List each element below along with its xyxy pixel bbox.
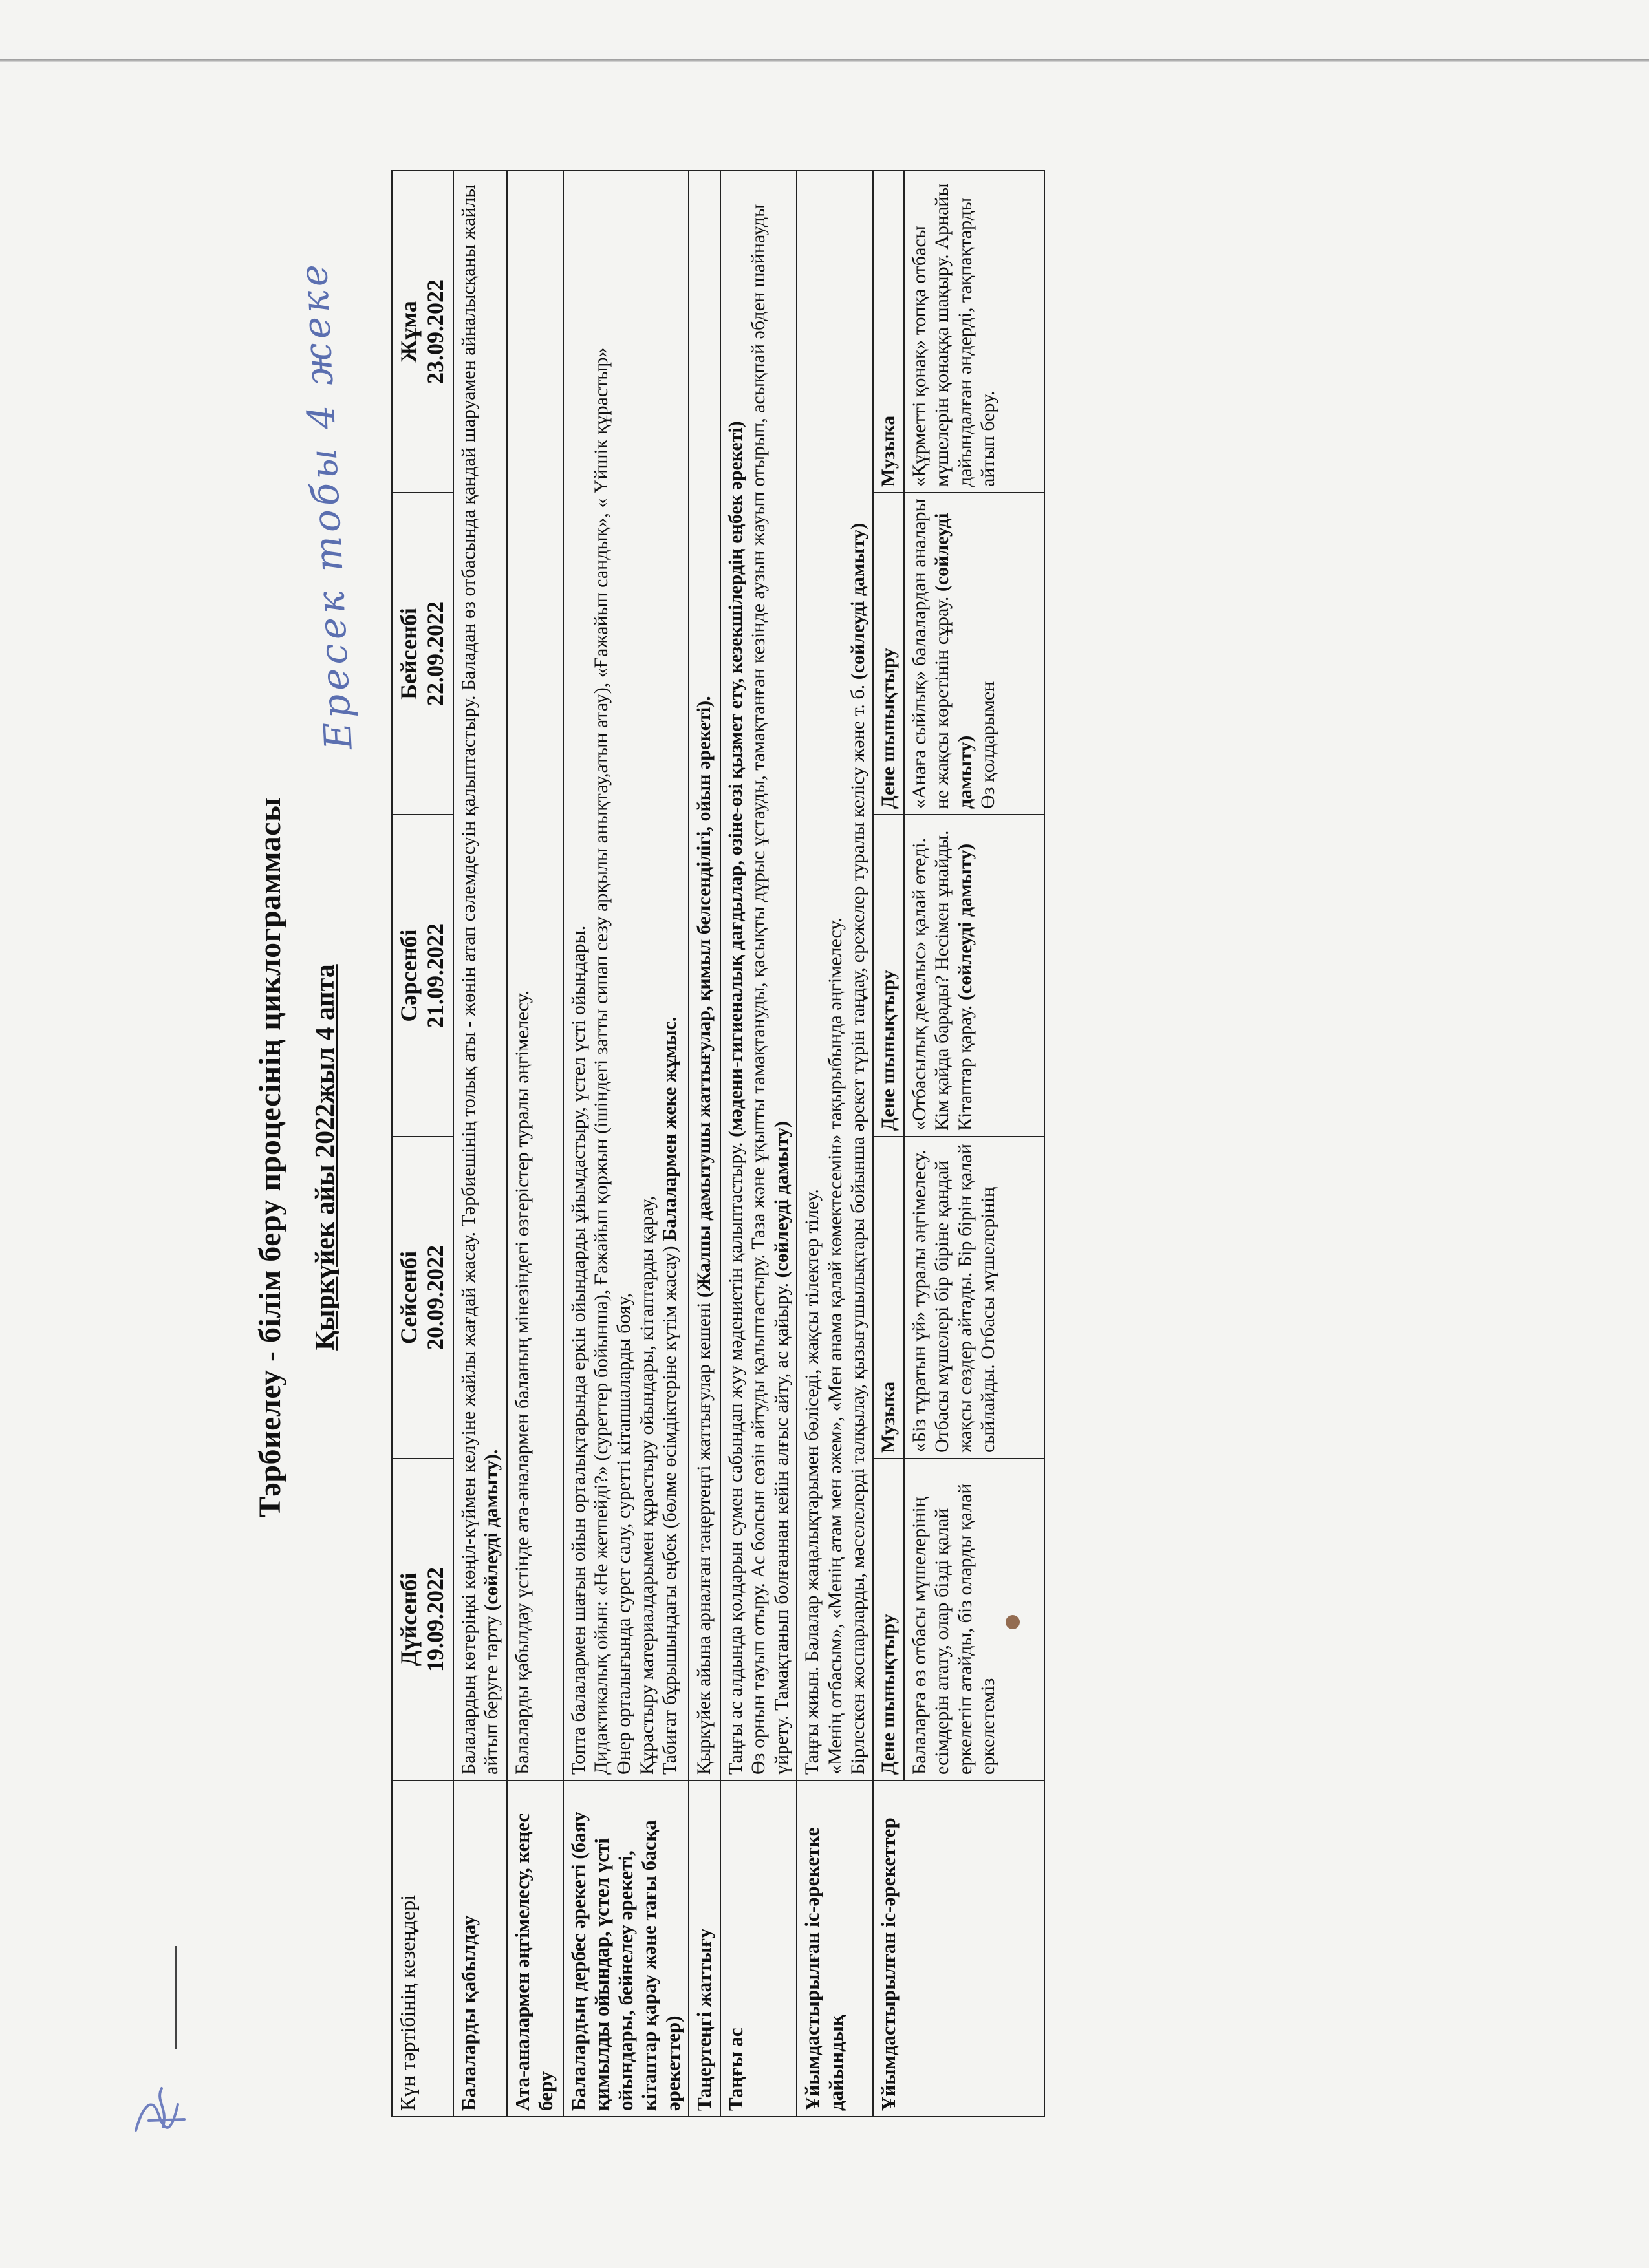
preparation-line: Таңғы жиын. Балалар жаңалықтарымен бөліседі, жақсы тілектер тілеу. (801, 1189, 823, 1775)
breakfast-body-1-bold: (мәдени-гигиеналық дағдылар, өзіне-өзі қызмет ету, кезекшілердің еңбек әрекеті) (725, 421, 747, 1137)
independent-last-bold: Балалармен жеке жұмыс. (659, 1016, 681, 1241)
activity-cell-tuesday (904, 1137, 1044, 1459)
stage-reception: Балаларды қабылдау (453, 1781, 507, 2117)
activity-header: Музыка (873, 1137, 903, 1459)
row-reception (453, 171, 507, 2117)
parents-text: Балаларды қабылдау үстінде ата-аналармен баланың мінезіндегі өзгерістер туралы әңгімелесу. (507, 171, 563, 1781)
preparation-body-3-bold: (сөйлеуді дамыту) (846, 522, 868, 680)
day-date: 19.09.2022 (422, 1567, 449, 1672)
page-edge (0, 59, 1649, 62)
day-name: Сейсенбі (396, 1250, 422, 1345)
activity-header: Музыка (873, 171, 903, 493)
stage-independent: Балалардың дербес әрекеті (баяу қимылды ойындар, үстел үсті ойындары, бейнелеу әрекеті, кітаптар қарау және тағы басқа әрекеттер) (563, 1781, 689, 2117)
stage-preparation: Ұйымдастырылған іс-әрекетке дайындық (797, 1781, 873, 2117)
independent-line: Топта балалармен шағын ойын орталықтарында еркін ойындарды ұйымдастыру, үстел үсті ойындары. (567, 925, 589, 1775)
breakfast-body-2-bold: (сөйлеуді дамыту) (770, 1121, 792, 1278)
independent-line: Өнер орталығында сурет салу, суретті кітапшаларды бояу, (613, 1292, 635, 1775)
stage-parents: Ата-аналармен әңгімелесу, кеңес беру (507, 1781, 563, 2117)
independent-line: Құрастыру материалдарымен құрастыру ойындары, кітаптарды қарау, (636, 1195, 658, 1775)
stage-organized: Ұйымдастырылған іс-әрекеттер (873, 1781, 1044, 2117)
margin-pen-line (175, 1946, 177, 2049)
independent-line: Дидактикалық ойын: «Не жетпейді?» (суреттер бойынша), Ғажайып қоржын (ішіндегі затты сипап сезу арқылы анықтау,атын атау), «Ғажайып сандық», « Үйшік құрастыр» (590, 347, 612, 1775)
reception-body: Балалардың көтеріңкі көңіл-күймен келуіне жайлы жағдай жасау. Тәрбиешінің толық аты - жөнін атап сәлемдесуін қалыптастыру. Баладан өз отбасында қандай шаруамен айналысқаны жайлы айтып беруге тарту (457, 184, 502, 1775)
exercise-body: Қыркүйек айына арналған таңертеңгі жаттығулар кешені (693, 1302, 715, 1775)
activity-cell-wednesday (904, 815, 1044, 1137)
day-header-tuesday (392, 1137, 453, 1459)
activity-body-wrap (908, 820, 976, 1131)
rotated-document (0, 91, 1649, 2224)
activity-body-wrap (908, 498, 1000, 809)
breakfast-body-2: Өз орнын тауып отыру. Ас болсын сөзін айтуды қалыптастыру. Таза және ұқыпты тамақтануды, қасықты дұрыс ұстауды, тамақтанған кезінде аузын жауып отырып, асықпай әбден шайнауды үйрету. Тамақтанып болғаннан кейін алғыс айту, ас қайыру. (748, 204, 792, 1775)
activity-cell-friday (904, 171, 1044, 493)
day-date: 20.09.2022 (422, 1245, 449, 1350)
activity-body: «Біз тұратын үй» туралы әңгімелесу. Отбасы мүшелері бір біріне қандай жақсы сөздер айтады. Бір бірін қалай сыйлайды. Отбасы мүшелерінің (908, 1144, 998, 1453)
ink-dot (1006, 1615, 1020, 1629)
day-header-monday (392, 1459, 453, 1781)
activity-body-tail: Өз қолдарымен (976, 681, 998, 809)
document-title: Тәрбиелеу - білім беру процесінің циклограммасы (253, 797, 287, 1517)
day-name: Бейсенбі (396, 608, 422, 700)
activity-header: Дене шынықтыру (873, 493, 903, 815)
corner-header: Күн тәртібінің кезеңдері (392, 1781, 453, 2117)
preparation-line-last (846, 177, 869, 1775)
row-breakfast (720, 171, 797, 2117)
activity-body-bold: (сөйлеуді дамыту) (954, 843, 976, 1001)
day-header-thursday (392, 493, 453, 815)
activity-body: «Отбасылық демалыс» қалай өтеді. Кім қайда барады? Несімен ұнайды. Кітаптар қарау. (908, 830, 976, 1131)
reception-body-bold: (сөйлеуді дамыту). (480, 1449, 502, 1611)
preparation-line: «Менің отбасым», «Менің атам мен әжем», «Мен анама қалай көмектесемін» тақырыбында әңгімелесу. (824, 917, 846, 1775)
stage-exercise: Таңертеңгі жаттығу (689, 1781, 720, 2117)
signature-mark (123, 2069, 200, 2146)
header-row (392, 171, 453, 2117)
day-name: Сәрсенбі (396, 929, 422, 1022)
breakfast-body-1: Таңғы ас алдында қолдарын сумен сабындап жуу мәдениетін қалыптастыру. (725, 1142, 747, 1775)
day-date: 23.09.2022 (422, 279, 449, 384)
preparation-body-3: Бірлескен жоспарларды, мәселелерді талқылау, қызығушылықтары бойынша әрекет түрін таңдау, ережелер туралы келісу және т. б. (846, 684, 868, 1775)
activity-header: Дене шынықтыру (873, 815, 903, 1137)
independent-text (563, 171, 689, 1781)
activity-cell-monday (904, 1459, 1044, 1781)
activity-body: Балаларға өз отбасы мүшелерінің есімдерін атату, олар бізді қалай еркелетіп атайды, біз оларды қалай еркелетеміз (908, 1483, 998, 1775)
row-organized-header (873, 171, 903, 2117)
day-header-friday (392, 171, 453, 493)
exercise-text (689, 171, 720, 1781)
row-parents (507, 171, 563, 2117)
handwritten-group-note: Ересек тобы 4 жеке (291, 259, 361, 751)
schedule-table (391, 170, 1045, 2117)
day-header-wednesday (392, 815, 453, 1137)
stage-breakfast: Таңғы ас (720, 1781, 797, 2117)
activity-cell-thursday (904, 493, 1044, 815)
independent-last-text: Табиғат бұрышындағы еңбек (бөлме өсімдіктеріне күтім жасау) (659, 1246, 681, 1775)
day-date: 21.09.2022 (422, 923, 449, 1028)
breakfast-text (720, 171, 797, 1781)
day-name: Дүйсенбі (396, 1572, 422, 1667)
independent-line-last (658, 177, 681, 1775)
activity-body: «Анаға сыйлық» балалардан аналары не жақсы көретінін сұрау. (908, 498, 953, 809)
activity-header: Дене шынықтыру (873, 1459, 903, 1781)
activity-body-bold: (сөйлеуді дамыту) (931, 513, 976, 809)
row-exercise (689, 171, 720, 2117)
row-preparation (797, 171, 873, 2117)
reception-text (453, 171, 507, 1781)
day-name: Жұма (396, 301, 422, 363)
breakfast-body-2-wrap (747, 177, 793, 1775)
day-date: 22.09.2022 (422, 601, 449, 706)
activity-body: «Құрметті қонақ» топқа отбасы мүшелерін қонаққа шақыру. Арнайы дайындалған әндерді, тақпақтарды айтып беру. (908, 183, 998, 487)
preparation-text (797, 171, 873, 1781)
document-subtitle: Қыркүйек айы 2022жыл 4 апта (310, 964, 340, 1351)
exercise-body-bold: (Жалпы дамытушы жаттығулар, қимыл белсенділігі, ойын әрекеті). (693, 696, 715, 1298)
row-independent (563, 171, 689, 2117)
